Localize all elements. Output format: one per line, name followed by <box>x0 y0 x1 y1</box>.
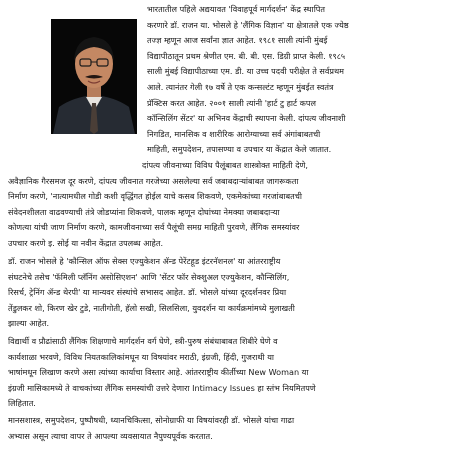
bio-line: प्रॅक्टिस करत आहेत. २००१ साली त्यांनी 'हार्ट टु हार्ट कपल <box>147 97 316 108</box>
bio-line: कार्यशाळा भरवणे, विविध नियतकालिकांमधून या विषयांवर मराठी, इंग्रजी, हिंदी, गुजराथी या <box>8 351 274 362</box>
bio-line: आले. त्यानंतर गेली १७ वर्षे ते एक कन्सल्टंट म्हणून मुंबईत स्वतंत्र <box>147 81 334 92</box>
bio-line: इंग्रजी मासिकामध्ये ते वाचकांच्या लैंगिक समस्यांची उत्तरे देणारा Intimacy Issues हा स्तंभ नियमितपणे <box>8 382 316 393</box>
bio-line: माहिती, समुपदेशन, तपासण्या व उपचार या केंद्रात केले जातात. <box>147 144 332 155</box>
bio-paragraph-3 <box>8 334 442 412</box>
bio-line: दांपत्य जीवनाच्या विविध पैलूंबाबत शास्त्रोक्त माहिती देणे, <box>142 160 308 170</box>
bio-line: निर्माण करणे, 'नात्यामधील गोडी कशी वृद्धिंगत होईल याचे कसब शिकवणे, एकमेकांच्या गरजांबाबतची <box>8 191 302 202</box>
bio-line: विद्यार्थी व प्रौढांसाठी लैंगिक शिक्षणाचे मार्गदर्शन वर्ग घेणे, स्त्री-पुरुष संबंधाबाबत शिबीरे घेणे व <box>8 336 278 346</box>
bio-line: तज्ज्ञ म्हणून आज सर्वांना ज्ञात आहेत. १९८१ साली त्यांनी मुंबई <box>147 35 328 46</box>
bio-line: करणारे डॉ. राजन या. भोसले हे 'लैंगिक विज्ञान' या क्षेत्रातले एक ज्येष्ठ <box>147 19 349 30</box>
bio-line: झाल्या आहेत. <box>8 318 50 329</box>
bio-line: कॉन्सिलिंग सेंटर' या अभिनव केंद्राची स्थापना केली. दांपत्य जीवनाशी <box>147 113 346 124</box>
author-portrait-image <box>51 19 137 134</box>
bio-line: मानसशास्त्र, समुपदेशन, पुष्पौषधी, ध्यानचिकित्सा, सोनोग्राफी या विषयांवरही डॉ. भोसले यांचा गाढा <box>8 415 295 425</box>
bio-line: संघटनेचे तसेच 'फॅमिली प्लॅनिंग असोसिएशन' आणि 'सेंटर फॉर सेक्शुअल एज्युकेशन, कौन्सिलिंग, <box>8 271 290 282</box>
bio-intro <box>147 2 444 158</box>
bio-line: विद्यापीठातून प्रथम श्रेणीत एम. बी. बी. एस. डिग्री प्राप्त केली. १९८५ <box>147 50 346 61</box>
bio-line: तेंडुलकर शो, किरण खेर टुडे, नातीगोती, हॅलो सखी, सिलसिला, युवदर्शन या कार्यक्रमांमध्ये मुलाखती <box>8 302 295 313</box>
bio-line: भाषांमधून लिखाण करणे असा त्यांच्या कार्याचा विस्तार आहे. आंतरराष्ट्रीय कीर्तीच्या New Woman या <box>8 367 309 378</box>
bio-paragraph-1 <box>8 158 442 252</box>
bio-line: संवेदनशीलता वाढवण्याची तंत्रे जोडप्यांना शिकवणे, पालक म्हणून दोघांच्या नेमक्या जबाबदाऱ्या <box>8 206 280 217</box>
bio-line: लिहितात. <box>8 398 36 409</box>
bio-line: उपचार करणे इ. सोई या नवीन केंद्रात उपलब्ध आहेत. <box>8 237 164 248</box>
bio-line: अवैज्ञानिक गैरसमज दूर करणे, दांपत्य जीवनात गरजेच्या असलेल्या सर्व जबाबदाऱ्यांबाबत जागरूकता <box>8 175 299 186</box>
bio-line: भारतातील पहिले अद्ययावत 'विवाहपूर्व मार्गदर्शन' केंद्र स्थापित <box>147 4 326 14</box>
bio-line: डॉ. राजन भोसले हे 'कौन्सिल ऑफ सेक्स एज्युकेशन ॲन्ड पेरेंटहूड इंटरनॅशनल' या आंतरराष्ट्रीय <box>8 256 281 266</box>
author-portrait <box>51 19 137 134</box>
bio-line: कोणत्या यांची जाण निर्माण करणे, कामजीवनाच्या सर्व पैलूंची समग्र माहिती पुरवणे, लैंगिक समस्यांवर <box>8 222 300 233</box>
bio-paragraph-2 <box>8 254 442 332</box>
bio-paragraph-4 <box>8 413 442 444</box>
bio-line: अभ्यास असून त्याचा वापर ते आपल्या व्यवसायात नैपुण्यपूर्वक करतात. <box>8 430 213 441</box>
bio-line: निगडित, मानसिक व शारीरिक आरोग्याच्या सर्व अंगांबाबतची <box>147 128 321 139</box>
bio-line: साली मुंबई विद्यापीठाच्या एम. डी. या उच्च पदवी परीक्षेत ते सर्वप्रथम <box>147 66 345 77</box>
bio-line: रिसर्च, ट्रेनिंग ॲन्ड थेरपी' या मान्यवर संस्थांचे सभासद आहेत. डॉ. भोसले यांच्या दूरदर्शनवर प्रिया <box>8 287 287 298</box>
